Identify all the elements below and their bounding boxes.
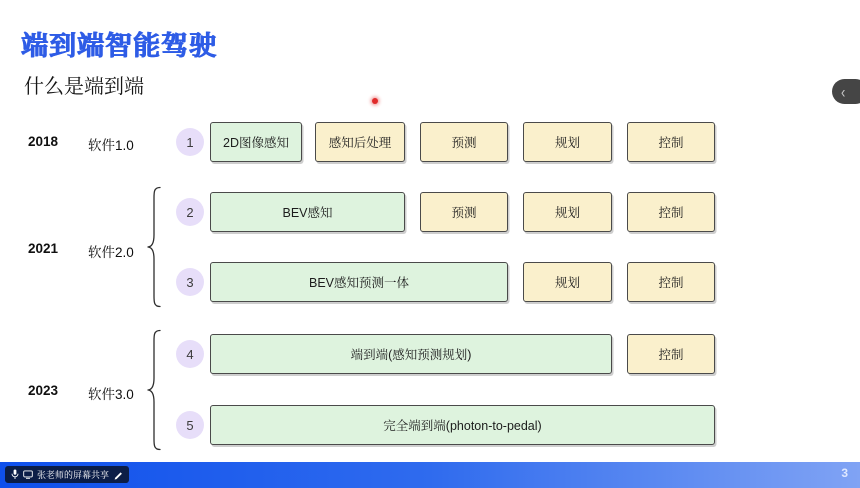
prev-slide-button[interactable]	[832, 79, 860, 104]
box-control-r2: 控制	[627, 192, 715, 232]
step-circle-1: 1	[176, 128, 204, 156]
box-2d-image-perception: 2D图像感知	[210, 122, 302, 162]
box-full-end-to-end: 完全端到端(photon-to-pedal)	[210, 405, 715, 445]
microphone-icon	[11, 469, 19, 480]
box-prediction-r1: 预测	[420, 122, 508, 162]
year-2018: 2018	[28, 134, 59, 149]
box-control-r4: 控制	[627, 334, 715, 374]
pen-icon	[113, 470, 123, 480]
laser-pointer-dot	[372, 98, 378, 104]
brace-2021	[146, 186, 164, 308]
brace-2023	[146, 329, 164, 451]
step-circle-5: 5	[176, 411, 204, 439]
box-bev-perception: BEV感知	[210, 192, 405, 232]
screen-share-label: 张老师的屏幕共享	[37, 470, 110, 480]
box-bev-perception-prediction: BEV感知预测一体	[210, 262, 508, 302]
box-end-to-end-ppp: 端到端(感知预测规划)	[210, 334, 612, 374]
year-2023: 2023	[28, 383, 59, 398]
box-planning-r1: 规划	[523, 122, 612, 162]
screen-share-status-pill[interactable]	[5, 466, 129, 483]
step-circle-2: 2	[176, 198, 204, 226]
step-circle-3: 3	[176, 268, 204, 296]
box-perception-postprocess: 感知后处理	[315, 122, 405, 162]
box-planning-r2: 规划	[523, 192, 612, 232]
box-prediction-r2: 预测	[420, 192, 508, 232]
box-control-r3: 控制	[627, 262, 715, 302]
screen-share-icon	[23, 470, 33, 479]
software-1-0-label: 软件1.0	[88, 138, 134, 153]
software-3-0-label: 软件3.0	[88, 387, 134, 402]
meeting-bottom-bar	[0, 462, 860, 488]
box-planning-r3: 规划	[523, 262, 612, 302]
step-circle-4: 4	[176, 340, 204, 368]
slide-title: 端到端智能驾驶	[21, 31, 217, 61]
year-2021: 2021	[28, 241, 59, 256]
chevron-left-icon: ‹	[841, 81, 846, 102]
software-2-0-label: 软件2.0	[88, 245, 134, 260]
slide-subtitle: 什么是端到端	[24, 76, 144, 98]
box-control-r1: 控制	[627, 122, 715, 162]
slide-page-number: 3	[841, 466, 848, 480]
